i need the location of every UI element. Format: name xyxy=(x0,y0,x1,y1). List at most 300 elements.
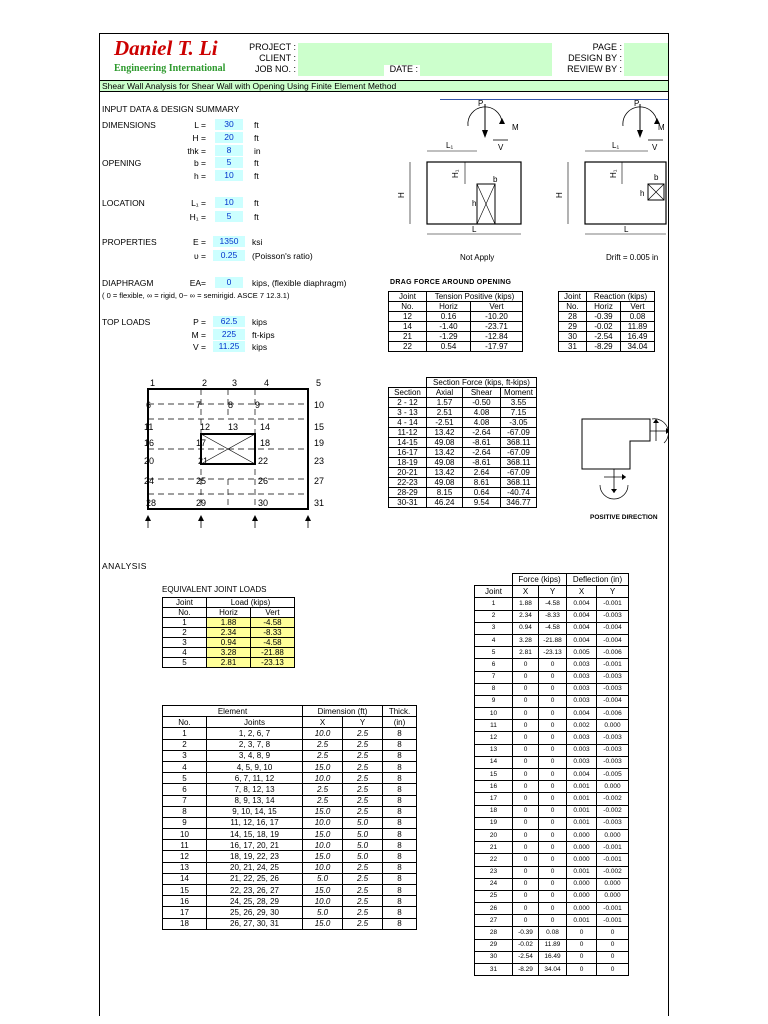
table-cell: 0 xyxy=(597,951,629,963)
table-row xyxy=(475,683,629,695)
element-h-in: (in) xyxy=(383,717,417,728)
P-label: P = xyxy=(193,317,206,327)
table-cell: 0 xyxy=(567,939,597,951)
reaction-h-no: No. xyxy=(559,302,587,312)
table-cell: 8 xyxy=(383,761,417,772)
diagram1-M: M xyxy=(512,123,519,132)
diagram1-H: H xyxy=(397,192,406,198)
analysis-title: ANALYSIS xyxy=(102,561,147,571)
table-cell: 8 xyxy=(383,896,417,907)
table-row xyxy=(475,695,629,707)
table-cell: 1.57 xyxy=(427,398,463,408)
table-row xyxy=(389,468,537,478)
table-cell: 2.5 xyxy=(343,739,383,750)
reaction-table xyxy=(558,291,655,352)
H-label: H = xyxy=(192,133,206,143)
table-cell: 30-31 xyxy=(389,498,427,508)
L-label: L = xyxy=(194,120,206,130)
table-row xyxy=(163,817,417,828)
table-cell: -0.004 xyxy=(597,622,629,634)
reaction-h-joint: Joint xyxy=(559,292,587,302)
table-cell: 9.54 xyxy=(463,498,501,508)
table-row xyxy=(163,739,417,750)
reaction-h-vert: Vert xyxy=(621,302,655,312)
table-cell: 34.04 xyxy=(539,964,567,976)
table-cell: 5.0 xyxy=(343,829,383,840)
table-cell: 11 xyxy=(475,720,513,732)
table-cell: 0 xyxy=(513,671,539,683)
element-h-joints: Joints xyxy=(207,717,303,728)
H-unit: ft xyxy=(254,133,259,143)
table-cell: 0.003 xyxy=(567,659,597,671)
table-cell: 28 xyxy=(475,927,513,939)
table-cell: 8 xyxy=(383,806,417,817)
diagram2-L1: L₁ xyxy=(612,141,620,150)
mesh-joint-label: 2 xyxy=(202,378,208,388)
table-cell: 2.81 xyxy=(513,647,539,659)
table-cell: 12 xyxy=(475,732,513,744)
table-cell: -0.006 xyxy=(597,708,629,720)
table-cell: -0.002 xyxy=(597,866,629,878)
table-cell: 3.55 xyxy=(501,398,537,408)
table-cell: 5.0 xyxy=(303,907,343,918)
table-cell: 0.001 xyxy=(567,915,597,927)
section-h-title: Section Force (kips, ft-kips) xyxy=(427,378,537,388)
table-cell: 5 xyxy=(163,658,207,668)
table-cell: 0 xyxy=(513,866,539,878)
reaction-h-title: Reaction (kips) xyxy=(587,292,655,302)
table-cell: -4.58 xyxy=(539,622,567,634)
date-label: DATE : xyxy=(389,64,418,74)
mesh-joint-label: 13 xyxy=(228,422,239,432)
table-cell: 28-29 xyxy=(389,488,427,498)
table-cell: 3 - 13 xyxy=(389,408,427,418)
table-cell: 0 xyxy=(539,890,567,902)
drag-h-no: No. xyxy=(389,302,427,312)
table-cell: 18 xyxy=(475,805,513,817)
table-cell: 0 xyxy=(513,756,539,768)
table-cell: 2.5 xyxy=(303,750,343,761)
sheet-border-right xyxy=(668,33,669,1016)
results-h-force: Force (kips) xyxy=(513,574,567,586)
table-cell: 22 xyxy=(475,854,513,866)
mesh-joint-label: 6 xyxy=(146,400,152,410)
reviewby-label: REVIEW BY : xyxy=(567,64,622,74)
P-input[interactable]: 62.5 xyxy=(213,316,245,327)
table-row xyxy=(475,720,629,732)
table-cell: -21.88 xyxy=(251,648,295,658)
table-cell: -4.58 xyxy=(539,598,567,610)
table-cell: 14, 15, 18, 19 xyxy=(207,829,303,840)
table-cell: 7, 8, 12, 13 xyxy=(207,784,303,795)
table-cell: 49.08 xyxy=(427,458,463,468)
table-cell: 5.0 xyxy=(343,851,383,862)
mesh-joint-label: 27 xyxy=(314,476,325,486)
E-input[interactable]: 1350 xyxy=(213,236,245,247)
page-label: PAGE : xyxy=(592,42,622,52)
table-cell: 6 xyxy=(163,784,207,795)
table-row: 21 -1.29 -12.84 xyxy=(389,332,523,342)
table-row xyxy=(163,795,417,806)
designby-field[interactable] xyxy=(624,54,668,65)
diaphragm-note: ( 0 = flexible, ∞ = rigid, 0~ ∞ = semirigid. ASCE 7 12.3.1) xyxy=(102,291,290,300)
table-cell: -0.001 xyxy=(597,598,629,610)
table-cell: 16.49 xyxy=(539,951,567,963)
project-label: PROJECT : xyxy=(249,42,296,52)
table-cell: 15 xyxy=(163,885,207,896)
mesh-joint-label: 10 xyxy=(314,400,325,410)
diagram1-V: V xyxy=(498,143,504,152)
table-cell: 0 xyxy=(513,708,539,720)
mesh-joint-label: 4 xyxy=(264,378,270,388)
table-row xyxy=(163,728,417,739)
table-cell: 0.001 xyxy=(567,866,597,878)
table-row: 29 -0.02 11.89 xyxy=(559,322,655,332)
table-cell: 0.94 xyxy=(207,638,251,648)
table-cell: 0.08 xyxy=(539,927,567,939)
M-unit: ft-kips xyxy=(252,330,275,340)
table-cell: 4.08 xyxy=(463,408,501,418)
table-cell: -0.005 xyxy=(597,769,629,781)
table-cell: 16-17 xyxy=(389,448,427,458)
table-row xyxy=(389,448,537,458)
table-cell: 31 xyxy=(475,964,513,976)
table-cell: 5 xyxy=(163,773,207,784)
table-cell: 2.5 xyxy=(303,739,343,750)
table-cell: 0 xyxy=(539,744,567,756)
table-cell: -0.003 xyxy=(597,817,629,829)
table-cell: 2.5 xyxy=(343,784,383,795)
mesh-joint-label: 29 xyxy=(196,498,207,508)
table-cell: 0 xyxy=(539,781,567,793)
table-cell: -23.13 xyxy=(251,658,295,668)
table-cell: 4 xyxy=(163,648,207,658)
table-cell: -3.05 xyxy=(501,418,537,428)
table-row xyxy=(163,618,295,628)
table-cell: 9 xyxy=(163,817,207,828)
table-row xyxy=(163,638,295,648)
table-row xyxy=(475,842,629,854)
table-cell: 0 xyxy=(539,866,567,878)
table-cell: 10.0 xyxy=(303,773,343,784)
H1-label: H₁ = xyxy=(189,212,206,222)
client-label: CLIENT : xyxy=(259,53,296,63)
table-cell: 0 xyxy=(539,903,567,915)
table-row: 31 -8.29 34.04 xyxy=(559,342,655,352)
table-cell: 49.08 xyxy=(427,478,463,488)
table-row xyxy=(475,951,629,963)
sheet-subtitle: Shear Wall Analysis for Shear Wall with Opening Using Finite Element Method xyxy=(100,80,668,92)
table-row xyxy=(475,817,629,829)
h-input[interactable]: 10 xyxy=(215,170,243,181)
section-h-shear: Shear xyxy=(463,388,501,398)
table-cell: 0.000 xyxy=(567,829,597,841)
mesh-joint-label: 20 xyxy=(144,456,155,466)
table-cell: 23 xyxy=(475,866,513,878)
table-cell: 8 xyxy=(163,806,207,817)
table-cell: 8 xyxy=(383,795,417,806)
table-cell: 29 xyxy=(475,939,513,951)
L-input[interactable]: 30 xyxy=(215,119,243,130)
L1-label: L₁ = xyxy=(191,198,206,208)
section-h-moment: Moment xyxy=(501,388,537,398)
table-cell: -0.001 xyxy=(597,659,629,671)
table-cell: -0.002 xyxy=(597,793,629,805)
table-row xyxy=(389,488,537,498)
table-cell: 0.94 xyxy=(513,622,539,634)
diagram2-M: M xyxy=(658,123,665,132)
table-cell: 7 xyxy=(475,671,513,683)
table-cell: -67.09 xyxy=(501,448,537,458)
diagram2-L: L xyxy=(624,225,629,234)
table-cell: 0.004 xyxy=(567,769,597,781)
diagram1-L1: L₁ xyxy=(446,141,454,150)
table-cell: -0.003 xyxy=(597,756,629,768)
table-cell: 0.005 xyxy=(567,647,597,659)
table-cell: 0.000 xyxy=(597,781,629,793)
table-row xyxy=(163,829,417,840)
table-cell: 15.0 xyxy=(303,829,343,840)
table-cell: 0.001 xyxy=(567,805,597,817)
table-cell: -8.61 xyxy=(463,458,501,468)
jobno-field[interactable] xyxy=(298,65,384,76)
project-field[interactable] xyxy=(298,43,552,54)
table-row xyxy=(163,851,417,862)
table-cell: 1.88 xyxy=(513,598,539,610)
table-cell: -0.39 xyxy=(513,927,539,939)
table-cell: 3, 4, 8, 9 xyxy=(207,750,303,761)
results-h-y: Y xyxy=(539,586,567,598)
table-cell: 0 xyxy=(539,793,567,805)
diagram2-H1: H₁ xyxy=(609,169,618,178)
table-cell: 6, 7, 11, 12 xyxy=(207,773,303,784)
table-cell: 10 xyxy=(475,708,513,720)
table-cell: -0.001 xyxy=(597,842,629,854)
table-row xyxy=(475,769,629,781)
table-row xyxy=(389,498,537,508)
table-row xyxy=(389,428,537,438)
table-cell: 13 xyxy=(163,862,207,873)
L1-unit: ft xyxy=(254,198,259,208)
table-cell: 21 xyxy=(475,842,513,854)
table-cell: 10.0 xyxy=(303,728,343,739)
table-cell: -0.006 xyxy=(597,647,629,659)
table-cell: 0.000 xyxy=(567,878,597,890)
table-cell: 2.51 xyxy=(427,408,463,418)
table-cell: -8.33 xyxy=(251,628,295,638)
V-unit: kips xyxy=(252,342,268,352)
table-cell: 8 xyxy=(383,918,417,929)
table-cell: 10.0 xyxy=(303,862,343,873)
table-cell: 0 xyxy=(513,683,539,695)
section-force-table xyxy=(388,377,537,508)
L1-input[interactable]: 10 xyxy=(215,197,243,208)
table-cell: 0 xyxy=(539,842,567,854)
mesh-joint-label: 31 xyxy=(314,498,325,508)
table-cell: 2, 3, 7, 8 xyxy=(207,739,303,750)
table-row xyxy=(475,878,629,890)
reviewby-field[interactable] xyxy=(624,65,668,76)
table-cell: 0.004 xyxy=(567,708,597,720)
table-cell: -8.33 xyxy=(539,610,567,622)
table-cell: 8 xyxy=(383,851,417,862)
table-cell: -67.09 xyxy=(501,468,537,478)
thk-input[interactable]: 8 xyxy=(215,145,243,156)
table-cell: 4, 5, 9, 10 xyxy=(207,761,303,772)
mesh-joint-label: 28 xyxy=(146,498,157,508)
mesh-joint-label: 9 xyxy=(255,400,261,410)
table-cell: 0.004 xyxy=(567,598,597,610)
section-h-axial: Axial xyxy=(427,388,463,398)
nu-unit: (Poisson's ratio) xyxy=(252,251,313,261)
table-row xyxy=(163,896,417,907)
results-h-dx: X xyxy=(567,586,597,598)
table-cell: 15.0 xyxy=(303,806,343,817)
table-cell: 346.77 xyxy=(501,498,537,508)
table-cell: -23.13 xyxy=(539,647,567,659)
table-cell: 0 xyxy=(513,854,539,866)
table-cell: -4.58 xyxy=(251,618,295,628)
table-cell: 26 xyxy=(475,903,513,915)
table-row xyxy=(475,671,629,683)
L-unit: ft xyxy=(254,120,259,130)
V-input[interactable]: 11.25 xyxy=(213,341,245,352)
table-cell: 0 xyxy=(513,659,539,671)
diaphragm-label: DIAPHRAGM xyxy=(102,278,154,288)
table-cell: 13 xyxy=(475,744,513,756)
client-field[interactable] xyxy=(298,54,552,65)
table-cell: 0 xyxy=(567,964,597,976)
table-row xyxy=(163,840,417,851)
table-cell: 0 xyxy=(513,744,539,756)
table-cell: 6 xyxy=(475,659,513,671)
table-cell: 2.5 xyxy=(343,806,383,817)
thk-label: thk = xyxy=(187,146,206,156)
table-cell: 8 xyxy=(383,907,417,918)
table-cell: 17 xyxy=(163,907,207,918)
drag-h-tension: Tension Positive (kips) xyxy=(427,292,523,302)
table-cell: 0 xyxy=(539,720,567,732)
nu-label: υ = xyxy=(194,251,206,261)
table-cell: -0.003 xyxy=(597,683,629,695)
table-cell: -0.50 xyxy=(463,398,501,408)
date-field[interactable] xyxy=(420,65,552,76)
table-cell: 0 xyxy=(539,817,567,829)
table-row xyxy=(389,458,537,468)
P-unit: kips xyxy=(252,317,268,327)
table-cell: 1 xyxy=(163,618,207,628)
H-input[interactable]: 20 xyxy=(215,132,243,143)
nu-input[interactable]: 0.25 xyxy=(213,250,245,261)
eq-h-joint: Joint xyxy=(163,598,207,608)
table-cell: 11, 12, 16, 17 xyxy=(207,817,303,828)
table-cell: 14 xyxy=(163,873,207,884)
table-cell: 0 xyxy=(539,915,567,927)
table-cell: 2 xyxy=(163,739,207,750)
table-cell: 0 xyxy=(539,659,567,671)
M-input[interactable]: 225 xyxy=(213,329,245,340)
table-cell: -0.003 xyxy=(597,671,629,683)
EA-label: EA= xyxy=(189,278,206,288)
table-cell: 0 xyxy=(597,939,629,951)
mesh-joint-label: 23 xyxy=(314,456,325,466)
table-cell: 0.000 xyxy=(567,854,597,866)
location-label: LOCATION xyxy=(102,198,145,208)
table-row xyxy=(389,398,537,408)
mesh-joint-label: 8 xyxy=(228,400,234,410)
table-cell: 4 - 14 xyxy=(389,418,427,428)
table-row: 12 0.16 -10.20 xyxy=(389,312,523,322)
V-label: V = xyxy=(193,342,206,352)
element-h-x: X xyxy=(303,717,343,728)
table-cell: 2.81 xyxy=(207,658,251,668)
table-cell: 2.5 xyxy=(343,728,383,739)
mesh-joint-label: 24 xyxy=(144,476,155,486)
eq-loads-title: EQUIVALENT JOINT LOADS xyxy=(162,585,267,594)
mesh-joint-label: 7 xyxy=(196,400,202,410)
table-cell: 0 xyxy=(513,695,539,707)
table-cell: 0 xyxy=(513,903,539,915)
table-cell: 15.0 xyxy=(303,851,343,862)
table-cell: 0 xyxy=(539,671,567,683)
table-cell: 15.0 xyxy=(303,918,343,929)
table-cell: 0.000 xyxy=(597,890,629,902)
table-cell: 25, 26, 29, 30 xyxy=(207,907,303,918)
table-row xyxy=(163,773,417,784)
table-cell: 8 xyxy=(383,885,417,896)
table-cell: 8 xyxy=(383,739,417,750)
positive-direction-diagram xyxy=(578,405,668,525)
table-row xyxy=(475,708,629,720)
table-cell: -2.64 xyxy=(463,448,501,458)
H1-input[interactable]: 5 xyxy=(215,211,243,222)
table-cell: 0 xyxy=(513,829,539,841)
mesh-joint-label: 5 xyxy=(316,378,322,388)
diagram2-H: H xyxy=(555,192,564,198)
table-row xyxy=(163,784,417,795)
table-row xyxy=(163,918,417,929)
wall-diagram-window xyxy=(550,96,668,266)
table-cell: 2 xyxy=(163,628,207,638)
table-cell: 8.61 xyxy=(463,478,501,488)
b-unit: ft xyxy=(254,158,259,168)
mesh-joint-label: 17 xyxy=(196,438,207,448)
drag-h-vert: Vert xyxy=(471,302,523,312)
table-cell: 17 xyxy=(475,793,513,805)
table-cell: 16 xyxy=(163,896,207,907)
sheet-border-top xyxy=(99,33,669,34)
jobno-label: JOB NO. : xyxy=(254,64,296,74)
table-cell: 1 xyxy=(163,728,207,739)
element-h-dim: Dimension (ft) xyxy=(303,706,383,717)
table-row: 30 -2.54 16.49 xyxy=(559,332,655,342)
b-input[interactable]: 5 xyxy=(215,157,243,168)
table-cell: 15.0 xyxy=(303,885,343,896)
eq-h-horiz: Horiz xyxy=(207,608,251,618)
page-field[interactable] xyxy=(624,43,668,54)
table-cell: 2.5 xyxy=(343,773,383,784)
table-cell: 2.5 xyxy=(343,918,383,929)
eq-h-vert: Vert xyxy=(251,608,295,618)
table-cell: 0.000 xyxy=(597,829,629,841)
table-cell: 2.5 xyxy=(343,761,383,772)
table-cell: 24 xyxy=(475,878,513,890)
EA-input[interactable]: 0 xyxy=(215,277,243,288)
table-cell: 20-21 xyxy=(389,468,427,478)
table-row xyxy=(389,438,537,448)
table-cell: -0.003 xyxy=(597,732,629,744)
element-h-thick: Thick. xyxy=(383,706,417,717)
